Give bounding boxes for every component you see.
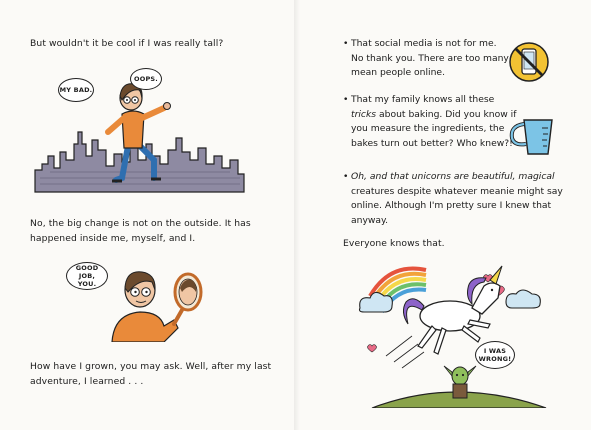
intro-text: But wouldn't it be cool if I was really tall? <box>30 38 224 49</box>
bullet-baking <box>343 93 516 151</box>
bullet3-line-2: creatures despite whatever meanie might say <box>351 185 563 197</box>
bullet-dot: • <box>343 171 349 182</box>
bullet3-line-1 <box>343 170 563 185</box>
page-gutter <box>294 0 300 430</box>
speech-bubble-my-bad: MY BAD. <box>58 78 94 102</box>
bullet-dot: • <box>343 94 349 105</box>
change-text <box>30 217 251 246</box>
bullet2-line-2-rest: about baking. Did you know if <box>376 108 517 120</box>
bubble-wrong-line-1: I WAS <box>483 347 507 355</box>
bullet1-line-1: That social media is not for me. <box>351 38 497 49</box>
grown-line-2: adventure, I learned . . . <box>30 375 144 387</box>
bullet2-line-2 <box>343 108 516 123</box>
measuring-cup-icon <box>506 114 562 158</box>
everyone-text: Everyone knows that. <box>343 238 445 249</box>
bullet1-line-3: mean people online. <box>351 67 445 78</box>
speech-bubble-oops: OOPS. <box>130 68 162 90</box>
bullet3-line-1-text: Oh, and that unicorns are beautiful, magical <box>351 171 555 182</box>
tricks-emphasis: tricks <box>351 108 377 120</box>
bullet-dot: • <box>343 38 349 49</box>
bullet-social-media <box>343 37 509 81</box>
bullet2-line-1: That my family knows all these <box>351 94 495 105</box>
unicorn-scene-illustration <box>356 258 556 408</box>
bullet1-line-2: No thank you. There are too many <box>351 52 509 64</box>
grown-text <box>30 360 271 389</box>
bullet2-line-3: you measure the ingredients, the <box>351 123 505 134</box>
grown-line-1: How have I grown, you may ask. Well, after my last <box>30 361 272 372</box>
change-line-2: happened inside me, myself, and I. <box>30 232 196 244</box>
bubble-wrong-line-2: WRONG! <box>478 355 512 363</box>
bullet2-line-4: bakes turn out better? Who knew?! <box>351 137 513 149</box>
speech-bubble-good-job <box>66 262 108 290</box>
mirror-girl-illustration <box>100 262 210 342</box>
bullet-unicorns <box>343 170 563 228</box>
no-phone-icon <box>507 40 551 84</box>
speech-bubble-i-was-wrong <box>475 341 515 369</box>
change-line-1: No, the big change is not on the outside. It has <box>30 218 251 229</box>
bullet3-line-3: online. Although I'm pretty sure I knew that <box>351 200 552 211</box>
bullet3-line-4: anyway. <box>351 214 389 226</box>
bubble-good-job-line-2: YOU. <box>77 280 97 288</box>
bubble-good-job-line-1: GOOD JOB, <box>75 264 99 280</box>
